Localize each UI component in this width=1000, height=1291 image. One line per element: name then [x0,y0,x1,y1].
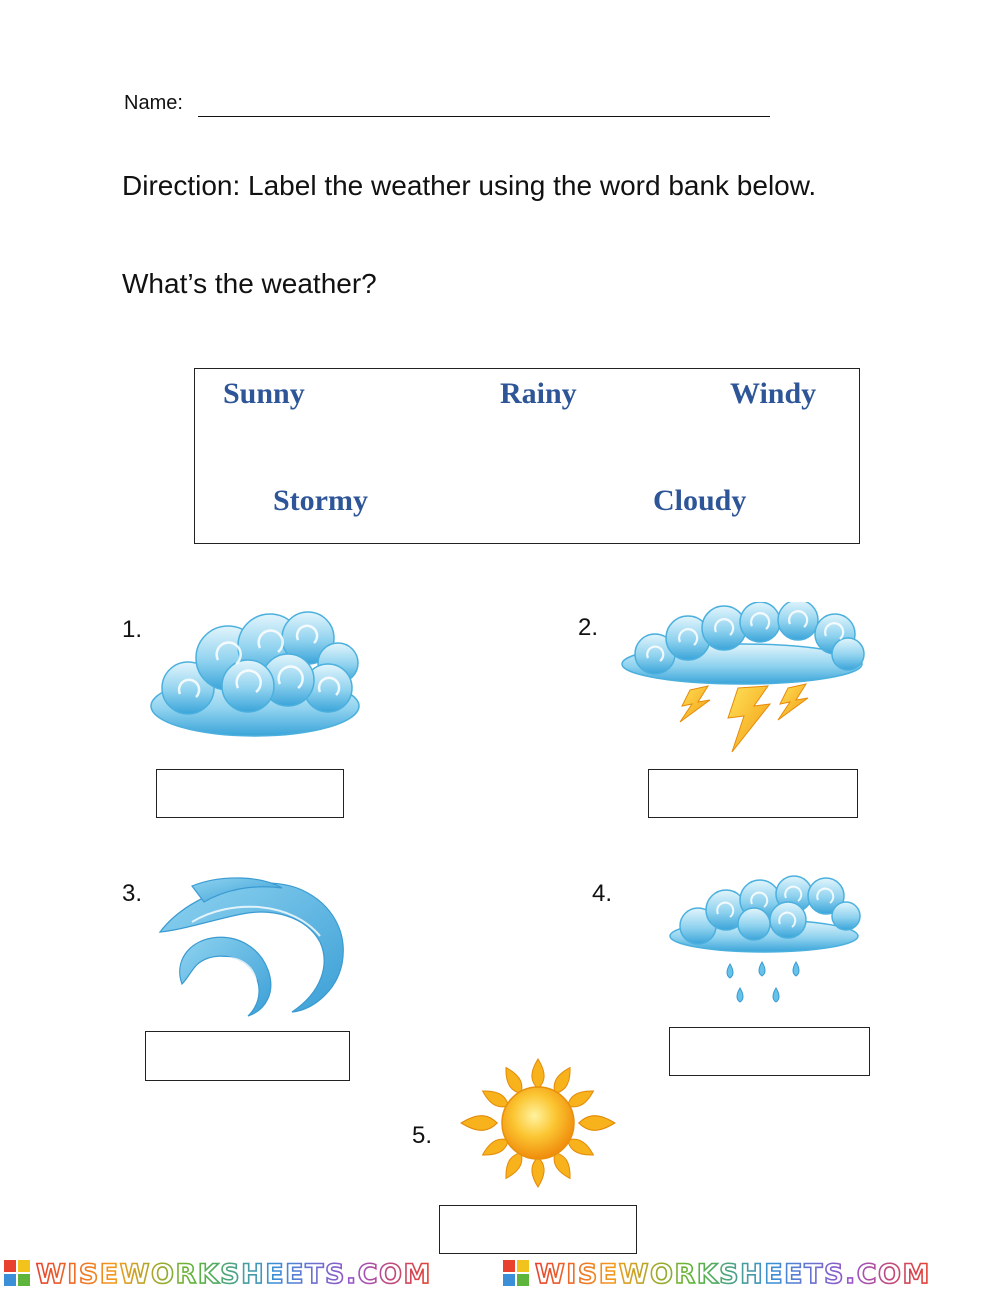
watermark-text: WISEWORKSHEETS.COM [535,1259,931,1290]
word-stormy: Stormy [273,484,368,517]
logo-icon [503,1260,529,1286]
item-number: 3. [122,880,143,907]
word-sunny: Sunny [223,377,305,410]
word-windy: Windy [730,377,817,410]
word-rainy: Rainy [500,377,577,410]
answer-box-5[interactable] [439,1205,637,1254]
answer-box-4[interactable] [669,1027,870,1076]
sun-icon [450,1056,626,1190]
logo-icon [4,1260,30,1286]
item-number: 5. [412,1122,433,1149]
answer-box-2[interactable] [648,769,858,818]
watermark-text: WISEWORKSHEETS.COM [36,1259,432,1290]
direction-text: Direction: Label the weather using the word bank below. [122,170,817,201]
item-number: 2. [578,614,599,641]
name-field[interactable] [198,116,770,117]
answer-box-3[interactable] [145,1031,350,1081]
name-label: Name: [124,92,183,114]
cloud-icon [148,608,362,740]
wind-icon [152,872,354,1022]
word-bank [194,368,860,544]
watermark-banner [0,1252,1000,1291]
item-number: 4. [592,880,613,907]
item-number: 1. [122,616,143,643]
rain-icon [668,874,864,1012]
word-cloudy: Cloudy [653,484,747,517]
storm-icon [620,602,870,756]
question-text: What’s the weather? [122,268,377,299]
answer-box-1[interactable] [156,769,344,818]
